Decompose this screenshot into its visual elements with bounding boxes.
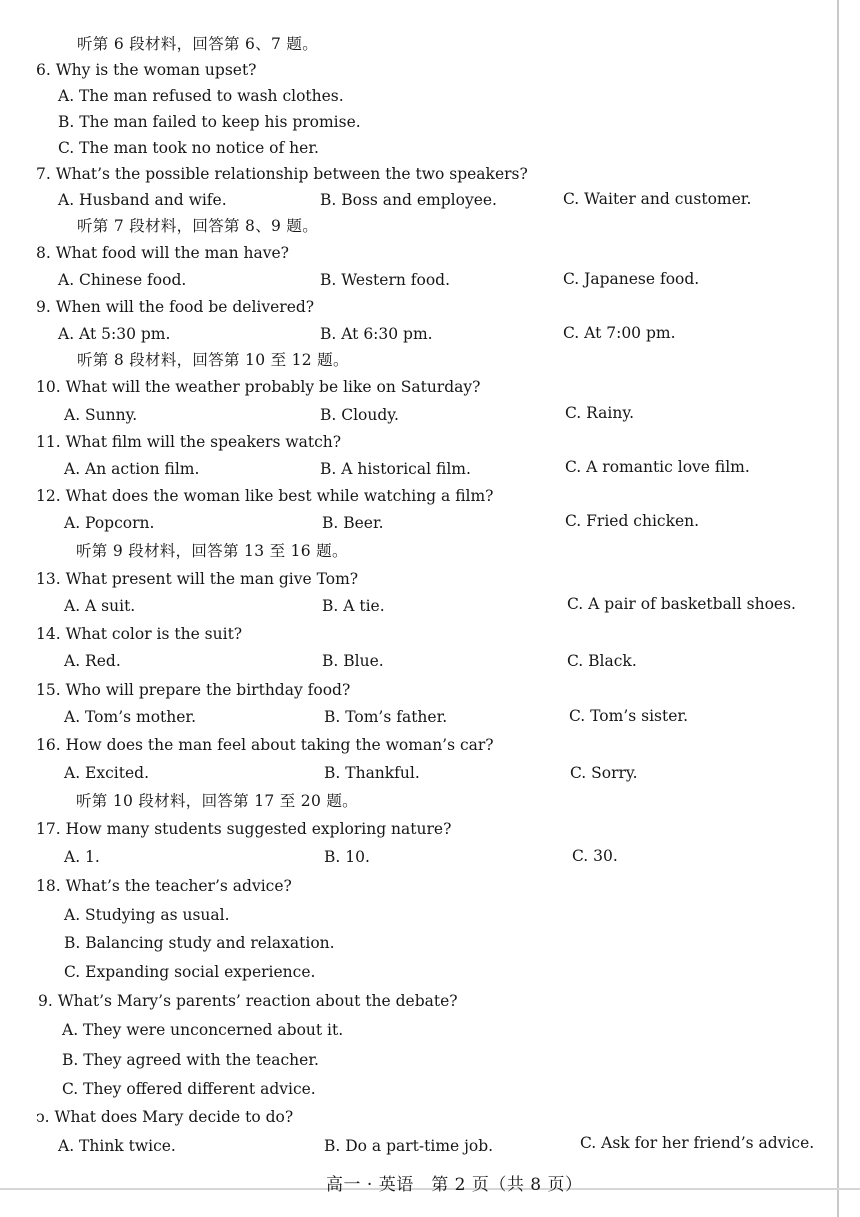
- question-6-option-a: A. The man refused to wash clothes.: [58, 87, 344, 105]
- question-8-text: 8. What food will the man have?: [36, 244, 289, 262]
- question-20-option-c: C. Ask for her friend’s advice.: [580, 1134, 815, 1152]
- question-6-option-b: B. The man failed to keep his promise.: [58, 113, 361, 131]
- question-15-option-a: A. Tom’s mother.: [64, 708, 197, 726]
- question-10-option-b: B. Cloudy.: [320, 406, 399, 424]
- question-7-option-a: A. Husband and wife.: [58, 191, 227, 209]
- page-footer: 高一 · 英语 第 2 页（共 8 页）: [326, 1175, 583, 1195]
- question-17-option-c: C. 30.: [572, 847, 618, 865]
- question-17-text: 17. How many students suggested exploring nature?: [36, 820, 452, 838]
- question-11-option-b: B. A historical film.: [320, 460, 471, 478]
- question-19-option-b: B. They agreed with the teacher.: [62, 1051, 319, 1069]
- question-14-option-c: C. Black.: [567, 652, 637, 670]
- section-heading-6: 听第 6 段材料，回答第 6、7 题。: [77, 35, 318, 53]
- question-13-text: 13. What present will the man give Tom?: [36, 570, 359, 588]
- question-14-option-a: A. Red.: [64, 652, 121, 670]
- question-19-option-a: A. They were unconcerned about it.: [62, 1021, 344, 1039]
- question-15-text: 15. Who will prepare the birthday food?: [36, 681, 351, 699]
- question-11-option-a: A. An action film.: [64, 460, 200, 478]
- question-13-option-c: C. A pair of basketball shoes.: [567, 595, 796, 613]
- question-13-option-a: A. A suit.: [64, 597, 136, 615]
- question-11-text: 11. What film will the speakers watch?: [36, 433, 342, 451]
- question-10-option-c: C. Rainy.: [565, 404, 634, 422]
- question-16-text: 16. How does the man feel about taking the woman’s car?: [36, 736, 494, 754]
- question-15-option-b: B. Tom’s father.: [324, 708, 448, 726]
- question-15-option-c: C. Tom’s sister.: [569, 707, 689, 725]
- question-14-option-b: B. Blue.: [322, 652, 384, 670]
- question-8-option-c: C. Japanese food.: [563, 270, 700, 288]
- question-9-text: 9. When will the food be delivered?: [36, 298, 315, 316]
- question-12-option-a: A. Popcorn.: [64, 514, 155, 532]
- question-14-text: 14. What color is the suit?: [36, 625, 243, 643]
- section-heading-10: 听第 10 段材料，回答第 17 至 20 题。: [76, 792, 358, 810]
- question-20-text: ↄ. What does Mary decide to do?: [36, 1108, 294, 1126]
- section-heading-9: 听第 9 段材料，回答第 13 至 16 题。: [76, 542, 348, 560]
- question-10-option-a: A. Sunny.: [64, 406, 138, 424]
- section-heading-8: 听第 8 段材料，回答第 10 至 12 题。: [77, 351, 349, 369]
- question-12-text: 12. What does the woman like best while watching a film?: [36, 487, 494, 505]
- question-19-option-c: C. They offered different advice.: [62, 1080, 316, 1098]
- question-6-text: 6. Why is the woman upset?: [36, 61, 257, 79]
- question-16-option-c: C. Sorry.: [570, 764, 638, 782]
- question-9-option-a: A. At 5:30 pm.: [58, 325, 171, 343]
- question-17-option-a: A. 1.: [64, 848, 100, 866]
- question-19-text: 9. What’s Mary’s parents’ reaction about the debate?: [38, 992, 458, 1010]
- question-6-option-c: C. The man took no notice of her.: [58, 139, 319, 157]
- question-9-option-c: C. At 7:00 pm.: [563, 324, 676, 342]
- question-7-text: 7. What’s the possible relationship between the two speakers?: [36, 165, 528, 183]
- question-8-option-a: A. Chinese food.: [58, 271, 187, 289]
- question-16-option-a: A. Excited.: [64, 764, 149, 782]
- question-12-option-c: C. Fried chicken.: [565, 512, 700, 530]
- question-8-option-b: B. Western food.: [320, 271, 451, 289]
- question-18-option-b: B. Balancing study and relaxation.: [64, 934, 335, 952]
- question-20-option-a: A. Think twice.: [58, 1137, 176, 1155]
- question-13-option-b: B. A tie.: [322, 597, 385, 615]
- section-heading-7: 听第 7 段材料，回答第 8、9 题。: [77, 217, 318, 235]
- question-18-text: 18. What’s the teacher’s advice?: [36, 877, 292, 895]
- page-edge-right: [837, 0, 839, 1217]
- question-16-option-b: B. Thankful.: [324, 764, 420, 782]
- question-10-text: 10. What will the weather probably be like on Saturday?: [36, 378, 481, 396]
- question-12-option-b: B. Beer.: [322, 514, 384, 532]
- question-7-option-c: C. Waiter and customer.: [563, 190, 752, 208]
- question-7-option-b: B. Boss and employee.: [320, 191, 497, 209]
- question-18-option-a: A. Studying as usual.: [64, 906, 230, 924]
- question-9-option-b: B. At 6:30 pm.: [320, 325, 433, 343]
- question-11-option-c: C. A romantic love film.: [565, 458, 750, 476]
- question-17-option-b: B. 10.: [324, 848, 370, 866]
- question-18-option-c: C. Expanding social experience.: [64, 963, 316, 981]
- question-20-option-b: B. Do a part-time job.: [324, 1137, 494, 1155]
